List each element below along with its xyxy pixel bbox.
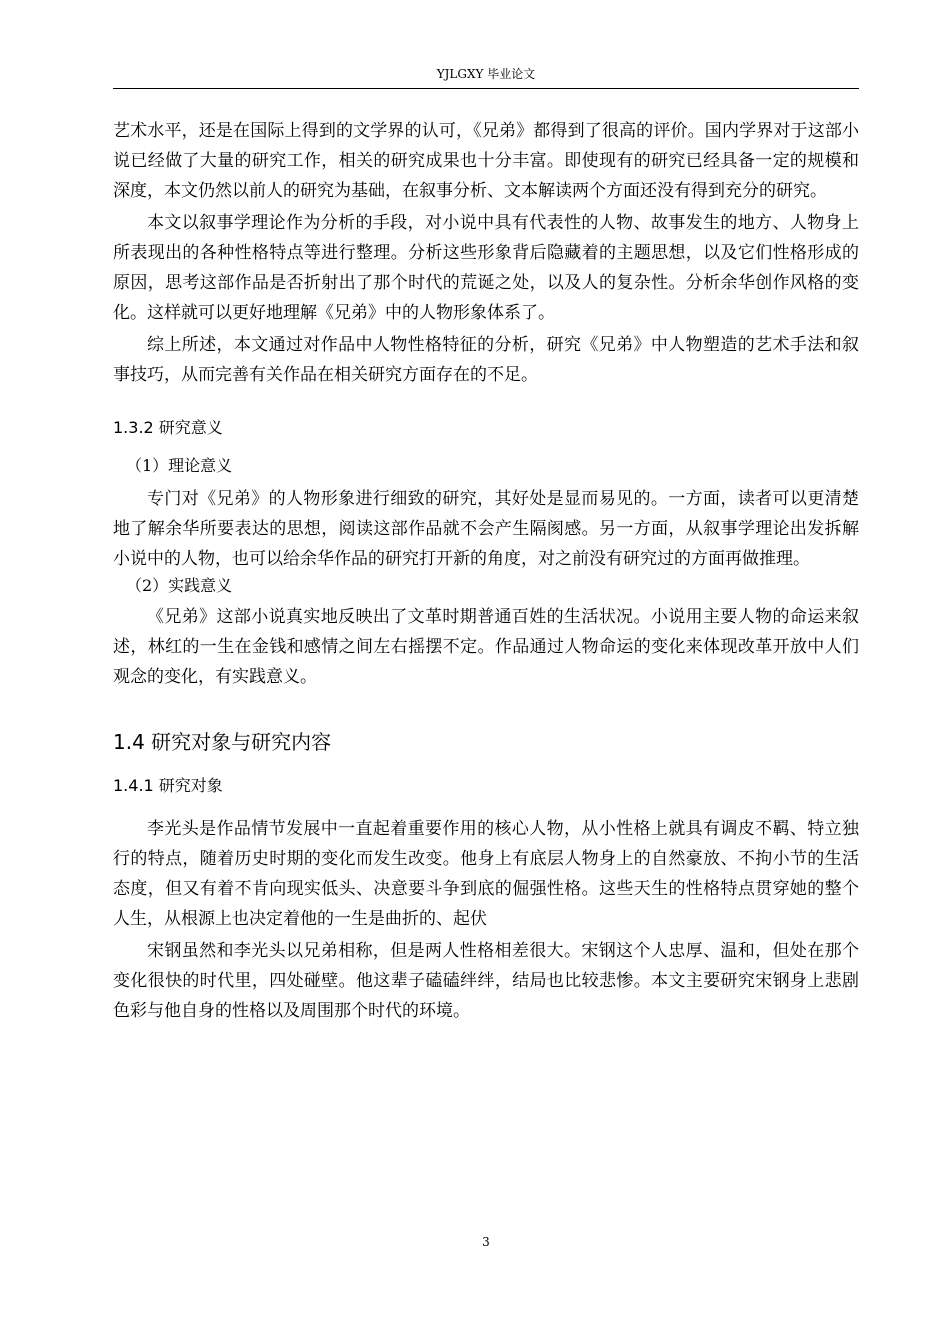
page-body — [113, 116, 859, 1026]
paragraph-summary: 综上所述，本文通过对作品中人物性格特征的分析，研究《兄弟》中人物塑造的艺术手法和叙事技巧，从而完善有关作品在相关研究方面存在的不足。 — [113, 335, 859, 385]
paragraph-theory: 专门对《兄弟》的人物形象进行细致的研究，其好处是显而易见的。一方面，读者可以更清楚地了解余华所要表达的思想，阅读这部作品就不会产生隔阂感。另一方面，从叙事学理论出发拆解小说中的人物，也可以给余华作品的研究打开新的角度，对之前没有研究过的方面再做推理。 — [113, 489, 859, 569]
section-heading-1-3-2: 1.3.2 研究意义 — [113, 418, 223, 437]
paragraph-practice: 《兄弟》这部小说真实地反映出了文革时期普通百姓的生活状况。小说用主要人物的命运来叙述，林红的一生在金钱和感情之间左右摇摆不定。作品通过人物命运的变化来体现改革开放中人们观念的变化，有实践意义。 — [113, 607, 859, 687]
section-heading-1-4: 1.4 研究对象与研究内容 — [113, 730, 332, 754]
subheading-practice: （2）实践意义 — [126, 576, 233, 595]
page-number: 3 — [482, 1235, 490, 1249]
paragraph-continued: 艺术水平，还是在国际上得到的文学界的认可，《兄弟》都得到了很高的评价。国内学界对于这部小说已经做了大量的研究工作，相关的研究成果也十分丰富。即使现有的研究已经具备一定的规模和深度，本文仍然以前人的研究为基础，在叙事分析、文本解读两个方面还没有得到充分的研究。 — [113, 121, 859, 201]
header-divider — [113, 88, 859, 89]
paragraph-method: 本文以叙事学理论作为分析的手段，对小说中具有代表性的人物、故事发生的地方、人物身上所表现出的各种性格特点等进行整理。分析这些形象背后隐藏着的主题思想，以及它们性格形成的原因，思考这部作品是否折射出了那个时代的荒诞之处，以及人的复杂性。分析余华创作风格的变化。这样就可以更好地理解《兄弟》中的人物形象体系了。 — [113, 213, 859, 323]
paragraph-songgang: 宋钢虽然和李光头以兄弟相称，但是两人性格相差很大。宋钢这个人忠厚、温和，但处在那个变化很快的时代里，四处碰壁。他这辈子磕磕绊绊，结局也比较悲惨。本文主要研究宋钢身上悲剧色彩与他自身的性格以及周围那个时代的环境。 — [113, 941, 859, 1021]
subheading-theory: （1）理论意义 — [126, 456, 233, 475]
running-header: YJLGXY 毕业论文 — [436, 67, 536, 81]
section-heading-1-4-1: 1.4.1 研究对象 — [113, 776, 223, 795]
paragraph-liguangtou: 李光头是作品情节发展中一直起着重要作用的核心人物，从小性格上就具有调皮不羁、特立独行的特点，随着历史时期的变化而发生改变。他身上有底层人物身上的自然豪放、不拘小节的生活态度，但又有着不肯向现实低头、决意要斗争到底的倔强性格。这些天生的性格特点贯穿她的整个人生，从根源上也决定着他的一生是曲折的、起伏 — [113, 819, 859, 929]
